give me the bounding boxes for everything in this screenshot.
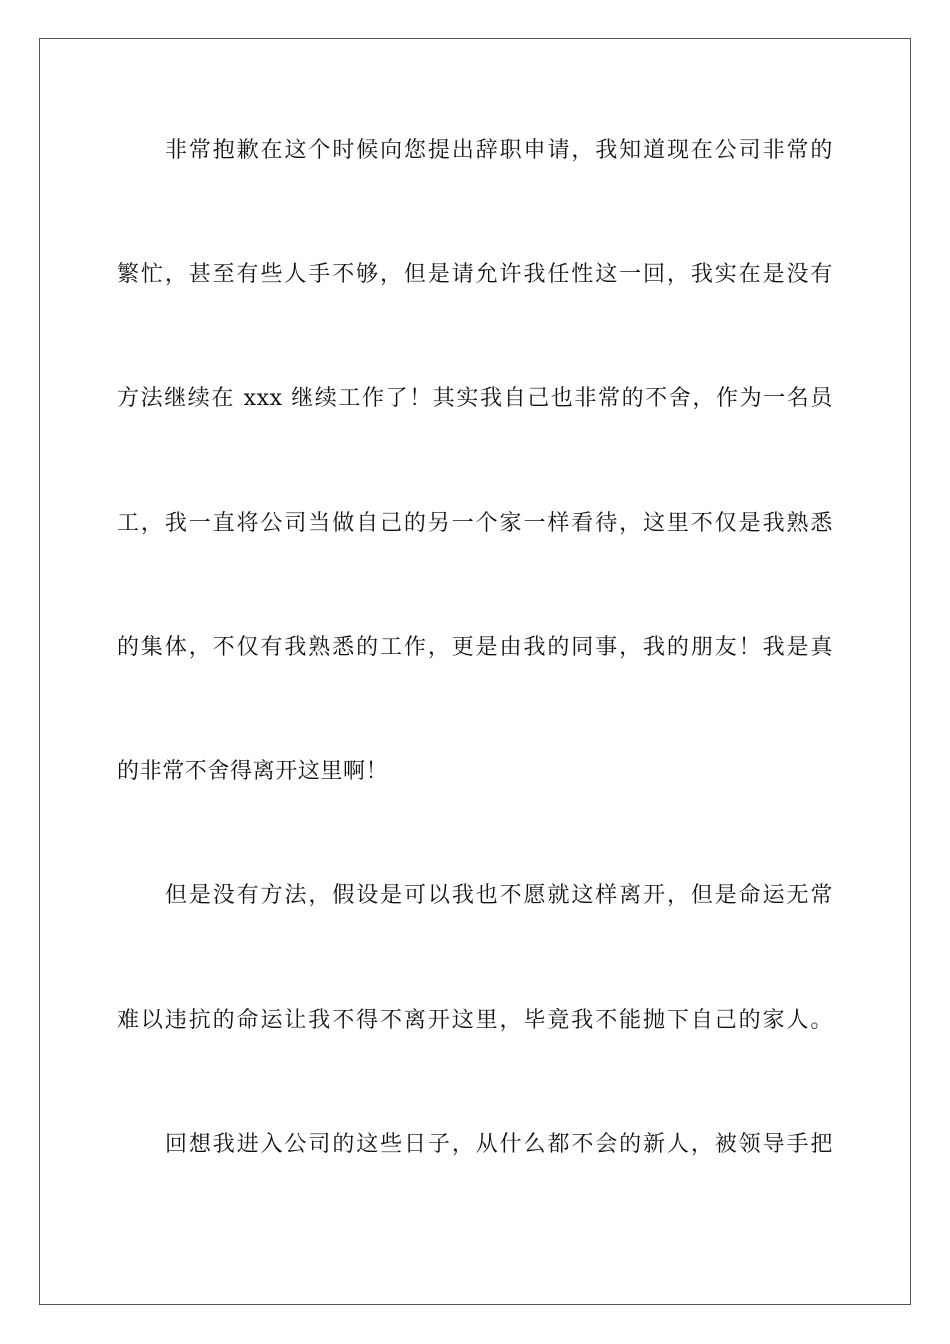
paragraph-1-line-2: 繁忙，甚至有些人手不够，但是请允许我任性这一回，我实在是没有 <box>117 262 833 287</box>
paragraph-2-line-2: 难以违抗的命运让我不得不离开这里，毕竟我不能抛下自己的家人。 <box>117 1008 833 1033</box>
paragraph-1-line-4: 工，我一直将公司当做自己的另一个家一样看待，这里不仅是我熟悉 <box>117 511 833 536</box>
paragraph-1-line-5: 的集体，不仅有我熟悉的工作，更是由我的同事，我的朋友！我是真 <box>117 635 833 660</box>
paragraph-3-line-1: 回想我进入公司的这些日子，从什么都不会的新人，被领导手把 <box>165 1132 833 1157</box>
paragraph-1-line-3: 方法继续在 xxx 继续工作了！其实我自己也非常的不舍，作为一名员 <box>117 386 833 411</box>
page-border <box>39 38 911 1305</box>
paragraph-1-line-6: 的非常不舍得离开这里啊！ <box>117 759 389 784</box>
paragraph-1-line-1: 非常抱歉在这个时候向您提出辞职申请，我知道现在公司非常的 <box>165 138 833 163</box>
paragraph-2-line-1: 但是没有方法，假设是可以我也不愿就这样离开，但是命运无常 <box>165 883 833 908</box>
